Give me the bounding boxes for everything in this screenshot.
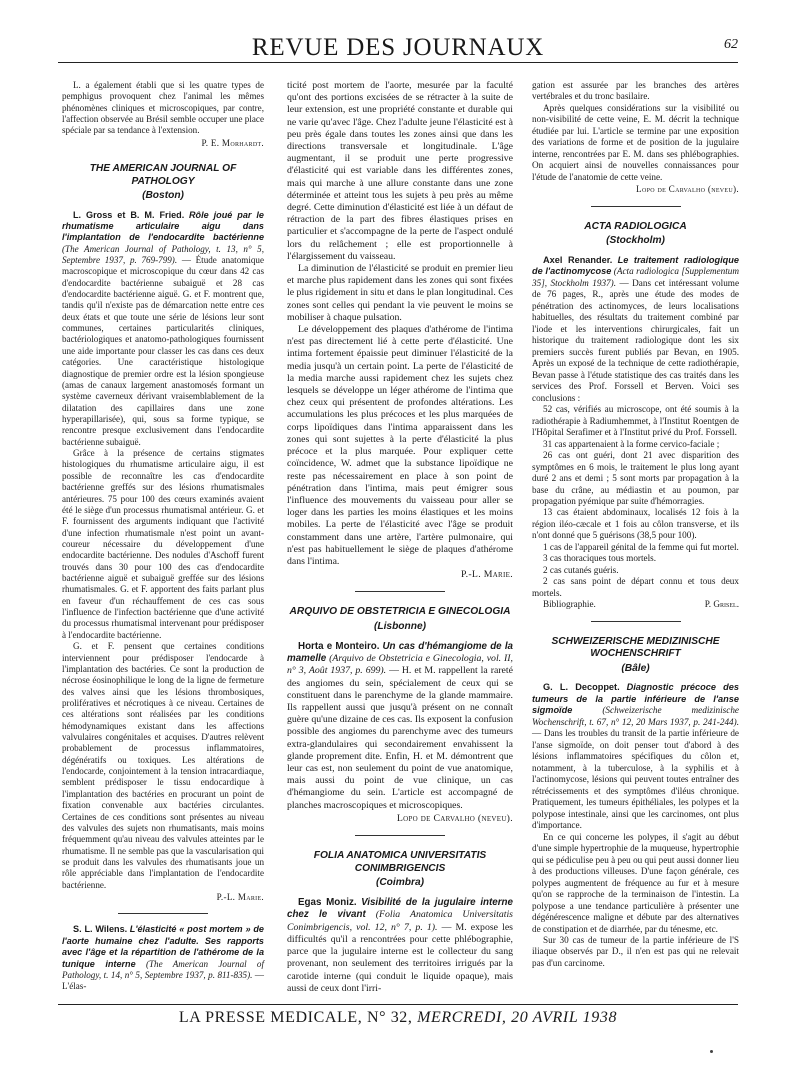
article-paragraph: Sur 30 cas de tumeur de la partie inférieure de l'S iliaque observés par D., il n'en est pas qui ne relevait pas d'un carcinome.: [532, 934, 739, 968]
article-text: — Étude anatomique macroscopique et microscopique du cœur dans 42 cas d'endocardite bactérienne subaiguë et 28 cas d'endocardite bactérienne aiguë. G. et F. montrent que, tandis qu'il n'existe pas de démarcation nette entre ces deux états et que toute une série de lésions leur sont communes, certaines particularités cliniques, bactériologiques et anatomo-pathologiques fournissent une aide importante pour classer les cas dans ces deux catégories. Une caractéristique histologique diagnostique de premier ordre est la lésion spongieuse (amas de canaux largement anastomosés formant un système caverneux dérivant vraisemblablement de la dilatation des capillaires dans une zone hyperapillarisée), qui, sous sa forme typique, se rencontre presque exclusivement dans l'endocardite bactérienne subaiguë.: [62, 254, 264, 447]
page-number: 62: [724, 37, 738, 52]
journal-section-title: ARQUIVO DE OBSTETRICIA E GINECOLOGIA: [289, 606, 511, 618]
article-title: Le traitement radiologique de l'actinomycose: [532, 254, 739, 277]
article-source: (The American Journal of Pathology, t. 13, n° 5, Septembre 1937, p. 769-799).: [62, 243, 264, 265]
journal-section-city: (Stockholm): [606, 235, 665, 247]
article-source: (Acta radiologica [Supplementum 35], Stockholm 1937).: [532, 266, 739, 288]
article-text: — Dans les troubles du transit de la partie inférieure de l'anse sigmoïde, on doit penser tout d'abord à des lésions inflammatoires spécifiques du côlon et, notamment, à la tuberculose, à la syphilis et à l'actinomycose, lésions qui peuvent toutes entraîner des rétrécissements et des symptômes d'iléus chronique. Pratiquement, les tumeurs épithéliales, les polypes et la polypose intestinale, ainsi que les carcinomes, ont plus d'importance.: [532, 728, 739, 831]
signature: P.-L. Marie.: [460, 569, 513, 581]
divider: [355, 591, 445, 592]
list-item: 31 cas appartenaient à la forme cervico-faciale ;: [543, 438, 720, 449]
journal-section-city: (Lisbonne): [373, 620, 427, 632]
divider: [591, 206, 681, 207]
article: [532, 682, 739, 969]
article-lead: [287, 897, 513, 995]
journal-section-title: FOLIA ANATOMICA UNIVERSITATIS CONIMBRIGENCIS: [313, 850, 487, 874]
journal-section-title: ACTA RADIOLOGICA: [584, 220, 687, 232]
article-text: — L'élas-: [62, 969, 264, 992]
article: [287, 897, 513, 995]
article-paragraph: gation est assurée par les branches des artères vertébrales et du tronc basilaire.: [532, 80, 739, 102]
article-authors: G. L. Decoppet.: [543, 682, 620, 693]
page-title: REVUE DES JOURNAUX: [251, 34, 545, 61]
list-item: 2 cas cutanés guéris.: [543, 564, 619, 575]
article-authors: L. Gross et B. M. Fried.: [73, 209, 185, 220]
article-text: — Dans cet intéressant volume de 76 pages, R., après une étude des modes de pénétration des actinomyces, de leurs localisations habituelles, des résultats du traitement combiné par l'iode et les interventions chirurgicales, fait un historique du traitement radiologique dont les six premiers succès furent publiés par Bevan, en 1905. Après un exposé de la technique de cette radiothérapie, Bevan passe à l'étude statistique des cas traités dans les services des Prof. Forssell et Berven. Voici ses conclusions :: [532, 277, 740, 403]
article: [532, 255, 739, 611]
footer-issue: N° 32,: [366, 1009, 413, 1026]
article-lead: [532, 255, 739, 404]
article-title: L'élasticité « post mortem » de l'aorte humaine chez l'adulte. Ses rapports avec l'âge et la répartition de l'athérome de la tunique interne: [62, 924, 264, 969]
page-header: [58, 32, 738, 63]
footer-date: MERCREDI, 20 AVRIL 1938: [417, 1009, 618, 1026]
continuation-paragraph: L. a également établi que si les quatre types de pemphigus provoquent chez l'animal les mêmes phénomènes cliniques et microscopiques, par contre, l'affection observée au Brésil semble occuper une place spéciale par sa tendance à l'extension.: [62, 80, 264, 136]
divider: [355, 835, 445, 836]
footer-journal: LA PRESSE MEDICALE,: [178, 1009, 363, 1026]
signature: Lopo de Carvalho (neveu).: [636, 184, 739, 195]
article-text: — M. expose les difficultés qu'il a rencontrées pour cette phlébographie, parce que la jugulaire interne est le collecteur du sang provenant, non seulement des territoires irrigués par la carotide interne (qui conduit le liquide opaque), mais aussi de ceux dont l'irri-: [287, 921, 513, 994]
list-item: 13 cas étaient abdominaux, localisés 12 fois à la région iléo-cæcale et 1 fois au côlon transverse, et ils n'ont donné que 5 guérisons (38,5 pour 100).: [532, 507, 739, 541]
article-title: Un cas d'hémangiome de la mamelle: [287, 641, 514, 665]
article-paragraph: En ce qui concerne les polypes, il s'agit au début d'une simple hypertrophie de la muqueuse, hypertrophie qui se pédiculise peu à peu ou qui peut aussi donner lieu à des productions villeuses. D'une façon générale, ces polypes augmentent de fréquence au fur et à mesure qu'on se rapproche de la terminaison de l'intestin. La polypose a une tendance particulière à présenter une dégénérescence maligne et débute par des alternatives de constipation et de diarrhée, par du ténesme, etc.: [532, 831, 739, 934]
journal-section-city: (Bâle): [621, 662, 650, 674]
article: [62, 924, 264, 992]
column-right: [532, 80, 739, 969]
bibliography-label: Bibliographie.: [543, 599, 596, 610]
column-left: [62, 80, 264, 993]
article-paragraph: Après quelques considérations sur la visibilité ou non-visibilité de cette veine, E. M. décrit la technique étudiée par lui. L'article se termine par une exposition des variations de forme et de position de la jugulaire interne, rencontrées par E. M. dans ses phlébographies. On acquiert ainsi de nouvelles connaissances pour l'étude de l'anatomie de cette veine.: [532, 102, 739, 182]
journal-section-city: (Coimbra): [375, 877, 425, 889]
article-paragraph: Le développement des plaques d'athérome de l'intima n'est pas directement lié à cette perte d'élasticité. Une intima fortement épaissie peut diminuer l'élasticité de la media jusqu'à un certain point. La perte de l'élasticité de la media marche aussi rapidement chez les sujets chez lesquels se développe un léger athérome de l'intima que chez ceux qui présentent de profondes altérations. Les accumulations les plus précoces et les plus marquées de corps lipoïdiques dans l'intima apparaissent dans les zones qui sont sujettes à la perte d'élasticité la plus précoce et la plus marquée. Pour expliquer cette coïncidence, W. admet que la substance lipoïdique ne reste pas nécessairement en place à son point de pénétration dans l'intima, mais peut émigrer sous l'influence des mouvements du vaisseau pour aller se loger dans les parties les moins élastiques et les moins mobiles. La perte de l'élasticité avec l'âge se produit constamment dans une artère, l'artère pulmonaire, qui n'est pas habituellement le siège de plaques d'athérome dans l'intima.: [287, 324, 513, 567]
divider: [591, 621, 681, 622]
list-item: 3 cas thoraciques tous mortels.: [543, 553, 657, 564]
article-source: (Arquivo de Obstetricia e Ginecologia, vol. II, n° 3, Août 1937, p. 699).: [287, 653, 514, 677]
signature: P.-L. Marie.: [216, 892, 264, 903]
column-middle: [287, 80, 513, 995]
article-title: Rôle joué par le rhumatisme articulaire aigu dans l'implantation de l'endocardite bactérienne: [62, 209, 264, 243]
article-paragraph: La diminution de l'élasticité se produit en premier lieu et marche plus rapidement dans les zones qui sont fixées le plus rigidement in situ et dans le plan longitudinal. Ces zones sont celles qui pendant la vie peuvent le moins se mobiliser à chaque pulsation.: [287, 263, 513, 323]
article-lead: [532, 682, 739, 831]
article-paragraph: ticité post mortem de l'aorte, mesurée par la faculté qu'ont des portions excisées de se rétracter à la suite de leur extension, est une propriété constante et durable qui ne varie qu'avec l'âge. Chez l'adulte jeune l'élasticité est à peu près égale dans toutes les zones ainsi que dans les directions transversale et longitudinale. L'âge augmentant, il se produit une perte progressive d'élasticité qui est variable dans les différentes zones, mais qui marche à une allure constante dans une zone déterminée et atteint tous les sujets à peu près au même degré. Cette diminution d'élasticité est liée à un défaut de rétraction de la part des fibres élastiques prises en particulier et s'accompagne de la perte de l'aspect ondulé lors du relâchement ; elle est proportionnelle à l'élargissement du vaisseau.: [287, 80, 513, 262]
page-footer: [58, 1004, 738, 1031]
divider: [118, 913, 208, 914]
signature: P. E. Morhardt.: [201, 137, 264, 148]
article-authors: S. L. Wilens.: [73, 924, 128, 935]
list-item: 2 cas sans point de départ connu et tous deux mortels.: [532, 576, 739, 598]
list-item: 26 cas ont guéri, dont 21 avec disparition des symptômes en 6 mois, le traitement le plus long ayant duré 2 ans et demi ; 5 sont morts par propagation à la base du crâne, au médiastin et au poumon, par propagation pyémique par suite d'hémorragies.: [532, 450, 739, 506]
article-authors: Horta e Monteiro.: [298, 641, 380, 653]
signature: Lopo de Carvalho (neveu).: [396, 812, 513, 824]
article: [62, 210, 264, 904]
journal-section-city: (Boston): [142, 190, 184, 202]
list-item: 52 cas, vérifiés au microscope, ont été soumis à la radiothérapie à Radiumhemmet, à l'Institut Roentgen de l'Hôpital Serafimer et à l'Institut privé du Prof. Forssell.: [532, 404, 739, 438]
print-speck: [710, 1050, 713, 1053]
article-source: (Schweizerische medizinische Wochenschrift, t. 67, n° 12, 20 Mars 1937, p. 241-244).: [532, 705, 739, 727]
article-source: (Folia Anatomica Universitatis Conimbrigencis, vol. 12, n° 7, p. 1).: [287, 909, 513, 933]
article-text: — H. et M. rappellent la rareté des angiomes du sein, spécialement de ceux qui se constituent dans le parenchyme de la glande mammaire. Ils rappellent aussi que jusqu'à présent on ne connaît guère qu'une dizaine de ces cas. Ils exposent la confusion possible des angiomes du parenchyme avec des tumeurs extra-glandulaires qui secondairement envahissent la glande proprement dite. Enfin, H. et M. démontrent que leur cas est, non seulement du point de vue anatomique, mais aussi du point de vue clinique, un cas d'hémangiome du sein. L'article est accompagné de planches macroscopiques et microscopiques.: [287, 665, 513, 811]
article-authors: Egas Moniz.: [298, 897, 357, 909]
article-title: Diagnostic précoce des tumeurs de la partie inférieure de l'anse sigmoïde: [532, 682, 740, 716]
article-title: Visibilité de la jugulaire interne chez le vivant: [287, 897, 513, 921]
article-lead: [62, 924, 264, 992]
article-authors: Axel Renander.: [543, 254, 613, 265]
article-paragraph: G. et F. pensent que certaines conditions interviennent pour prédisposer l'endocarde à l'implantation des bactéries. Ce sont la production de nécrose éosinophilique le long de la ligne de fermeture des valves ainsi que les lésions thrombosiques, prolifératives et nécrotiques à ce niveau. Certaines de ces altérations sont réalisées par les conditions hémodynamiques existant dans les affections valvulaires congénitales et acquises. D'autres relèvent probablement de processus inflammatoires, dégénératifs ou toxiques. Les altérations de l'endocarde, conjointement à la tension intracardiaque, semblent prédisposer le tissu endocardique à l'implantation des bactéries en procurant un point de fixation convenable aux bactéries circulantes. Certaines de ces conditions sont présentes au niveau des valvules des sujets non rhumatisants, mais moins fréquemment qu'au niveau des valvules atteintes par le rhumatisme. Il ne semble pas que la vascularisation qui se produit dans les valvules des rhumatisants joue un rôle appréciable dans l'implantation de l'endocardite bactérienne.: [62, 641, 264, 890]
journal-section-title: THE AMERICAN JOURNAL OF PATHOLOGY: [89, 163, 237, 187]
journal-section-title: SCHWEIZERISCHE MEDIZINISCHE WOCHENSCHRIFT: [551, 635, 720, 660]
list-item: 1 cas de l'appareil génital de la femme qui fut mortel.: [543, 541, 739, 552]
bibliography-line: [532, 599, 739, 610]
article-source: (The American Journal of Pathology, t. 14, n° 5, Septembre 1937, p. 811-835).: [62, 958, 265, 980]
article-lead: [62, 210, 264, 449]
article-lead: [287, 641, 513, 812]
article: [287, 641, 513, 825]
article-paragraph: Grâce à la présence de certains stigmates histologiques du rhumatisme articulaire aigu, il est possible de reconnaître les cas d'endocardite bactérienne greffés sur des lésions rhumatismales antérieures. 75 pour 100 des cœurs examinés avaient été le siège d'un processus rhumatismal antérieur. G. et F. fournissent des arguments indiquant que l'activité d'une infection rhumatismale n'est point un avant-coureur nécessaire du développement d'une endocardite bactérienne. Des nodules d'Aschoff furent trouvés dans 30 pour 100 des cas d'endocardite bactérienne aiguë et subaiguë greffée sur des lésions rhumatismales. G. et F. apportent des faits parlant plus en faveur d'un réchauffement de ces cas sous l'influence de l'infection bactérienne que d'une activité du processus rhumatismal intervenant pour prédisposer à l'endocardite bactérienne.: [62, 448, 264, 640]
signature: P. Grisel.: [704, 599, 739, 610]
